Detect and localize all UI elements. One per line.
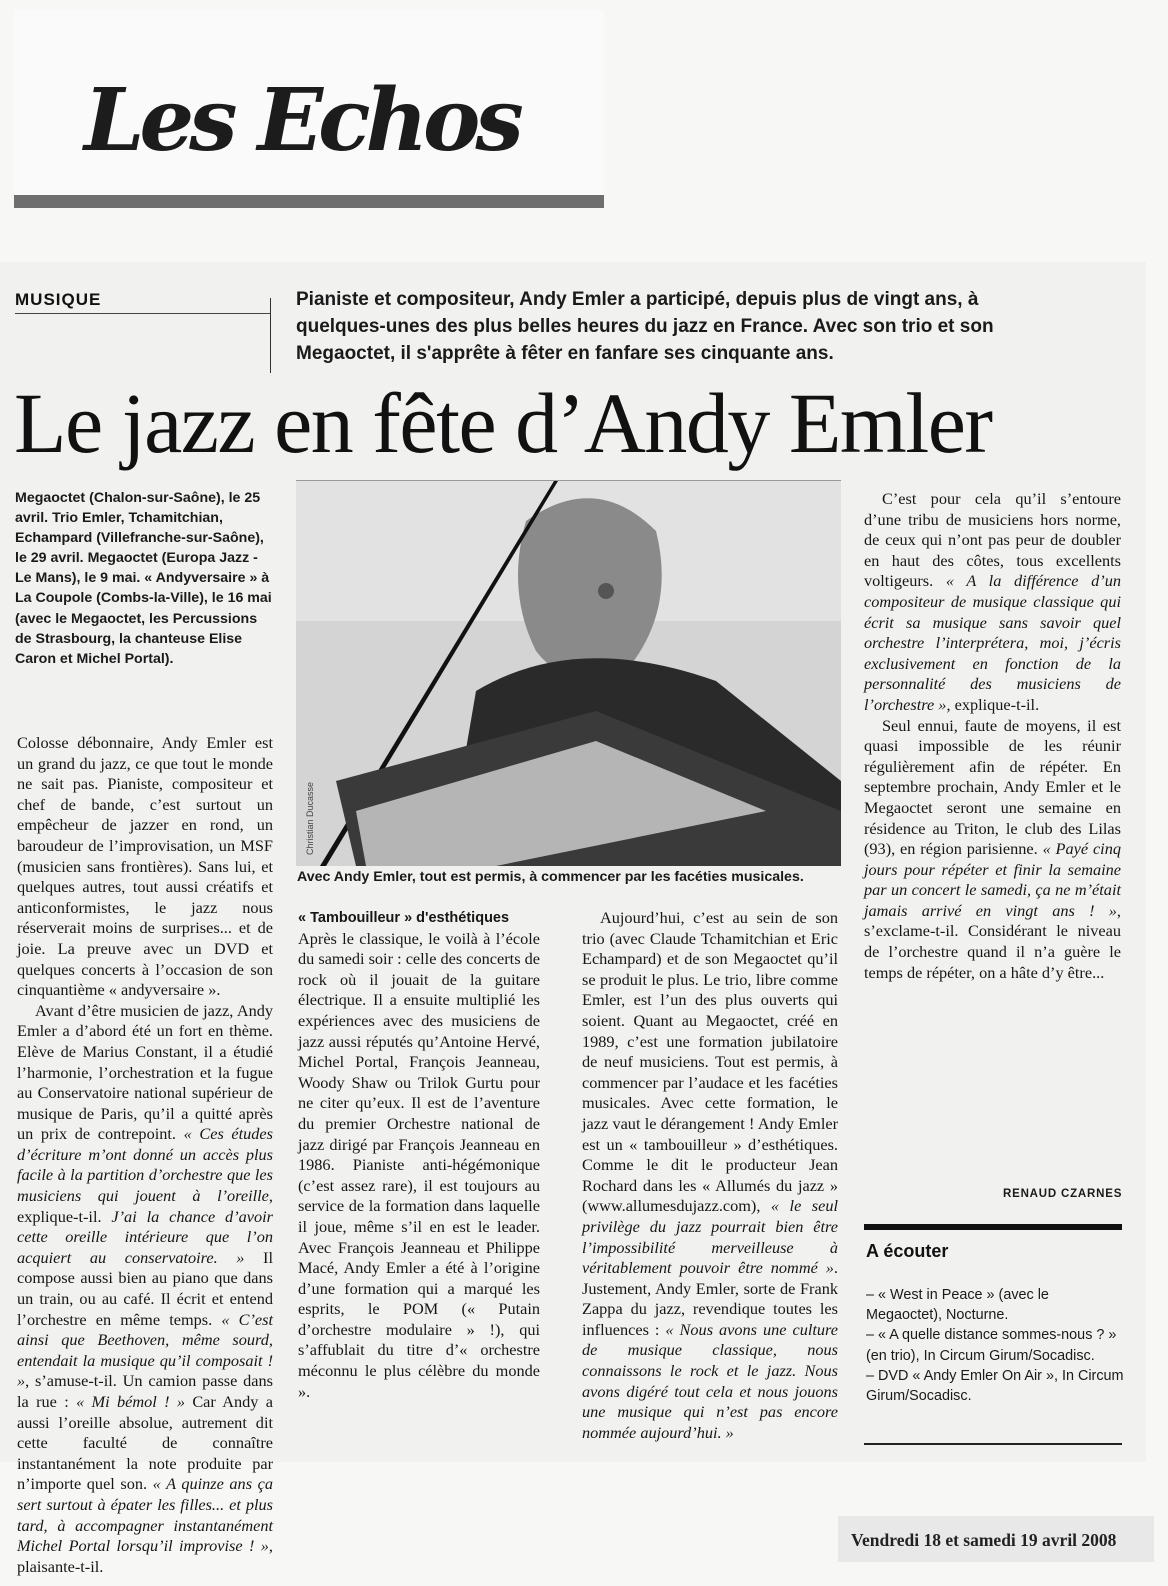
pianist-photo-illustration [296, 481, 841, 866]
concert-dates: Megaoctet (Chalon-sur-Saône), le 25 avril. Trio Emler, Tchamitchian, Echampard (Villefranche-sur-Saône), le 29 avril. Megaoctet (Europa Jazz - Le Mans), le 9 mai. « Andyversaire » à La Coupole (Combs-la-Ville), le 16 mai (avec le Megaoctet, les Percussions de Strasbourg, la chanteuse Elise Caron et Michel Portal). [15, 490, 272, 667]
article-column-4 [864, 489, 1121, 983]
quote: « C’est ainsi que Beethoven, même sourd, entendait la musique qu’il composait ! » [17, 1309, 274, 1391]
quote: J’ai la chance d’avoir cette oreille intérieure que l’on acquiert au conservatoire. » [17, 1206, 273, 1267]
listen-item: – DVD « Andy Emler On Air », In Circum Girum/Socadisc. [866, 1367, 1124, 1405]
article-subheading: « Tambouilleur » d'esthétiques [298, 910, 510, 926]
quote: « A quinze ans ça sert surtout à épater les filles... et plus tard, à accompagner instantanément Michel Portal lorsqu’il improvise ! » [17, 1474, 273, 1556]
article-column-3 [582, 908, 838, 1443]
listen-box-bottom-rule [864, 1443, 1122, 1445]
standfirst-divider [270, 298, 271, 373]
body-paragraph-5: C’est pour cela qu’il s’entoure d’une tribu de musiciens hors norme, de ceux qui n’ont pas peur de doubler en haut des côtes, tous excellents voltigeurs. « A la différence d’un compositeur de musique classique qui écrit sa musique sans savoir quel orchestre l’interprétera, moi, j’écris exclusivement en fonction de la personnalité des musiciens de l’orchestre », explique-t-il. [864, 489, 1121, 714]
article-standfirst: Pianiste et compositeur, Andy Emler a participé, depuis plus de vingt ans, à quelques-unes des plus belles heures du jazz en France. Avec son trio et son Megaoctet, il s'apprête à fêter en fanfare ses cinquante ans. [296, 289, 994, 364]
body-paragraph-1: Colosse débonnaire, Andy Emler est un grand du jazz, ce que tout le monde ne sait pas. Pianiste, compositeur et chef de bande, c’est surtout un empêcheur de jazzer en rond, un baroudeur de l’improvisation, un MSF (musicien sans frontières). Sans lui, et quelques autres, tout aussi créatifs et anticonformistes, le jazz nous réserverait moins de surprises... et de joie. La preuve avec un DVD et quelques concerts à l’occasion de son cinquantième « andyversaire ». [17, 733, 273, 1000]
masthead-rule [14, 195, 604, 208]
listen-box-rule [864, 1224, 1122, 1230]
listen-list [866, 1285, 1124, 1406]
listen-item: – « A quelle distance sommes-nous ? » (en trio), In Circum Girum/Socadisc. [866, 1327, 1117, 1364]
listen-item: – « West in Peace » (avec le Megaoctet), Nocturne. [866, 1287, 1049, 1324]
quote: « Nous avons une culture de musique classique, nous connaissons le rock et le jazz. Nous avons digéré tout cela et nous jouons une musique qui n’est pas encore nommée aujourd’hui. » [582, 1319, 839, 1442]
body-paragraph-2: Avant d’être musicien de jazz, Andy Emler a d’abord été un fort en thème. Elève de Marius Constant, il a étudié l’harmonie, l’orchestration et la fugue au Conservatoire national supérieur de musique de Paris, qu’il a quitté après un prix de contrepoint. « Ces études d’écriture m’ont donné un accès plus facile à la partition d’orchestre que les musiciens qui jouent à l’oreille, explique-t-il. J’ai la chance d’avoir cette oreille intérieure que l’on acquiert au conservatoire. » Il compose aussi bien au piano que dans un train, ou au café. Il écrit et entend l’orchestre en même temps. « C’est ainsi que Beethoven, même sourd, entendait la musique qu’il composait ! », s’amuse-t-il. Un camion passe dans la rue : « Mi bémol ! » Car Andy a aussi l’oreille absolue, autrement dit cette faculté de connaître instantanément la note produite par n’importe quel son. « A quinze ans ça sert surtout à épater les filles... et plus tard, à accompagner instantanément Michel Portal lorsqu’il improvise ! », plaisante-t-il. [17, 1000, 274, 1576]
body-paragraph-4: Aujourd’hui, c’est au sein de son trio (avec Claude Tchamitchian et Eric Echampard) et de son Megaoctet qu’il se produit le plus. Le trio, libre comme Emler, est l’un des plus ouverts qui soient. Quant au Megaoctet, créé en 1989, c’est une formation jubilatoire de neuf musiciens. Tout est permis, à commencer par l’audace et les facéties musicales. Avec cette formation, le jazz vaut le dérangement ! Andy Emler est un « tambouilleur » d’esthétiques. Comme le dit le producteur Jean Rochard dans les « Allumés du jazz » (www.allumesdujazz.com), « le seul privilège du jazz pourrait bien être l’impossibilité merveilleuse à véritablement pouvoir être nommé ». Justement, Andy Emler, sorte de Frank Zappa du jazz, revendique toutes les influences : « Nous avons une culture de musique classique, nous connaissons le rock et le jazz. Nous avons digéré tout cela et nous jouons une musique qui n’est pas encore nommée aujourd’hui. » [582, 908, 839, 1442]
newspaper-logo: Les Echos [84, 70, 519, 171]
quote: « le seul privilège du jazz pourrait bien être l’impossibilité merveilleuse à véritablement pouvoir être nommé » [582, 1196, 839, 1278]
article-headline: Le jazz en fête d’Andy Emler [14, 375, 992, 471]
body-paragraph-6: Seul ennui, faute de moyens, il est quasi impossible de les réunir régulièrement afin de répéter. En septembre prochain, Andy Emler et le Megaoctet seront une semaine en résidence au Triton, le club des Lilas (93), en région parisienne. « Payé cinq jours pour répéter et finir la semaine par un concert le samedi, ça ne m’était jamais arrivé en vingt ans ! », s’exclame-t-il. Considérant le niveau de l’orchestre quand il n’a guère le temps de répéter, on a hâte d’y être... [864, 715, 1121, 982]
publication-date: Vendredi 18 et samedi 19 avril 2008 [851, 1530, 1117, 1550]
quote: « A la différence d’un compositeur de musique classique qui écrit sa musique sans savoir quel orchestre l’interprétera, moi, j’écris exclusivement en fonction de la personnalité des musiciens de l’orchestre » [864, 571, 1121, 714]
article-photo [296, 480, 841, 866]
photo-credit: Christian Ducasse [305, 781, 315, 855]
body-paragraph-3: Après le classique, le voilà à l’école du samedi soir : celle des concerts de rock où il jouait de la guitare électrique. Il a ensuite multiplié les expériences avec des musiciens de jazz aussi réputés qu’Antoine Hervé, Michel Portal, François Jeanneau, Woody Shaw ou Trilok Gurtu pour ne citer qu’eux. Il est de l’aventure du premier Orchestre national de jazz dirigé par François Jeanneau en 1986. Pianiste anti-hégémonique (c’est assez rare), il est toujours au service de la formation dans laquelle il joue, même s’il en est le leader. Avec François Jeanneau et Philippe Macé, Andy Emler a été à l’origine d’une formation qui a marqué les esprits, le POM (« Putain d’orchestre modulaire » !), qui s’affublait du titre d’« orchestre méconnu le plus célèbre du monde ». [298, 928, 540, 1401]
quote: « Ces études d’écriture m’ont donné un accès plus facile à la partition d’orchestre que les musiciens qui jouent à l’oreille [17, 1124, 273, 1206]
article-column-1 [17, 733, 273, 1577]
section-label: MUSIQUE [15, 290, 102, 309]
section-rule [15, 313, 271, 314]
listen-box-title: A écouter [866, 1241, 949, 1261]
author-signature: RENAUD CZARNES [1003, 1188, 1123, 1200]
photo-caption: Avec Andy Emler, tout est permis, à commencer par les facéties musicales. [297, 869, 804, 885]
article-column-2 [298, 908, 540, 1402]
quote: « Payé cinq jours pour répéter et finir la semaine par un concert le samedi, ça ne m’était jamais arrivé en vingt ans ! » [864, 839, 1121, 920]
quote: « Mi bémol ! » [76, 1392, 185, 1411]
